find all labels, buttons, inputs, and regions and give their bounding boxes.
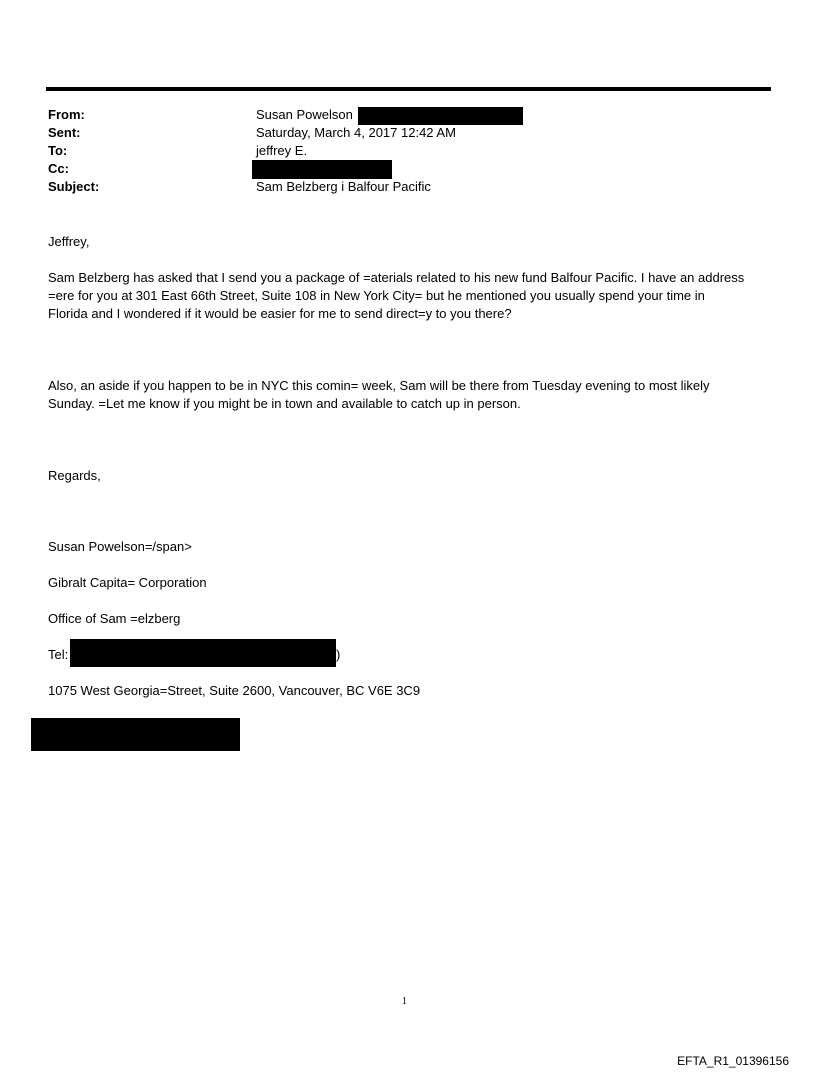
- paragraph-2-line-2: Sunday. =Let me know if you might be in town and available to catch up in person.: [48, 396, 521, 411]
- cc-label: Cc:: [48, 161, 69, 176]
- signature-name: Susan Powelson=/span>: [48, 539, 192, 554]
- sent-value: Saturday, March 4, 2017 12:42 AM: [256, 125, 456, 140]
- signature-address: 1075 West Georgia=Street, Suite 2600, Vancouver, BC V6E 3C9: [48, 683, 421, 698]
- to-label: To:: [48, 143, 68, 158]
- paragraph-1-line-2: =ere for you at 301 East 66th Street, Suite 108 in New York City= but he mentioned you usually spend your time in: [48, 288, 705, 303]
- subject-value: Sam Belzberg i Balfour Pacific: [256, 179, 431, 194]
- tel-tail: ): [336, 647, 341, 662]
- paragraph-2: [48, 377, 773, 413]
- from-value: Susan Powelson: [256, 107, 353, 122]
- paragraph-1-line-1: Sam Belzberg has asked that I send you a package of =aterials related to his new fund Balfour Pacific. I have an address: [48, 270, 745, 285]
- bates-number: EFTA_R1_01396156: [677, 1054, 789, 1068]
- redaction-tel: [70, 639, 336, 667]
- paragraph-1-line-3: Florida and I wondered if it would be easier for me to send direct=y to you there?: [48, 306, 512, 321]
- redaction-cc: [252, 160, 392, 179]
- greeting: Jeffrey,: [48, 234, 90, 249]
- subject-label: Subject:: [48, 179, 100, 194]
- from-label: From:: [48, 107, 85, 122]
- redaction-from-email: [358, 107, 523, 125]
- redaction-signature-extra: [31, 718, 240, 751]
- paragraph-1: [48, 269, 773, 323]
- signature-company: Gibralt Capita= Corporation: [48, 575, 207, 590]
- header-rule: [46, 87, 771, 91]
- signature-office: Office of Sam =elzberg: [48, 611, 181, 626]
- closing: Regards,: [48, 468, 101, 483]
- sent-label: Sent:: [48, 125, 81, 140]
- tel-label: Tel:: [48, 647, 69, 662]
- paragraph-2-line-1: Also, an aside if you happen to be in NYC this comin= week, Sam will be there from Tuesday evening to most likely: [48, 378, 710, 393]
- page-number: 1: [402, 996, 407, 1007]
- to-value: jeffrey E.: [256, 143, 308, 158]
